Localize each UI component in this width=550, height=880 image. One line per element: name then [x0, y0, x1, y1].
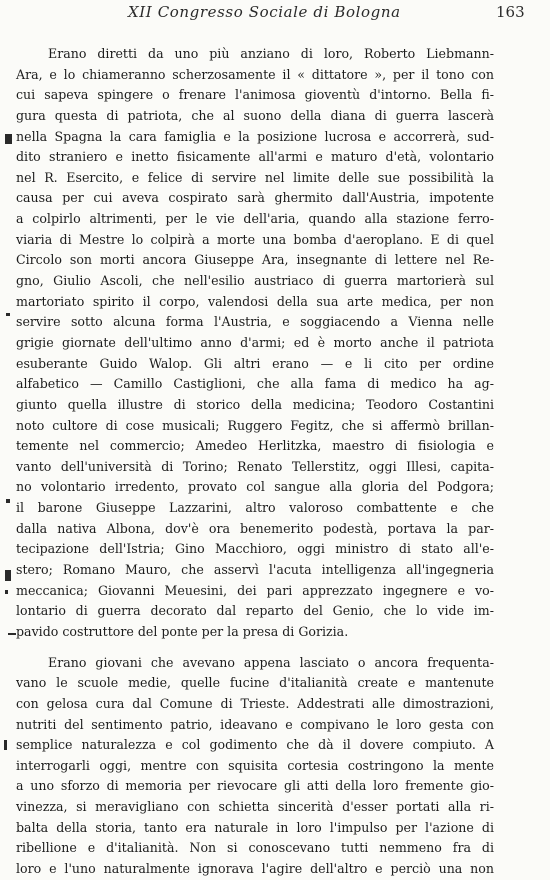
- text-line: il barone Giuseppe Lazzarini, altro valoroso combattente e che: [16, 500, 494, 516]
- text-line: interrogarli oggi, mentre con squisita cortesia costringono la mente: [16, 757, 494, 773]
- text-line: nella Spagna la cara famiglia e la posizione lucrosa e accorrerà, sud-: [16, 128, 494, 144]
- text-line: dito straniero e inetto fisicamente all'armi e maturo d'età, volontario: [16, 149, 494, 165]
- text-line: nel R. Esercito, e felice di servire nel limite delle sue possibilità la: [16, 169, 494, 185]
- paragraph: [16, 653, 494, 880]
- text-line: cui sapeva spingere o frenare l'animosa gioventù d'intorno. Bella fi-: [16, 87, 494, 103]
- text-line: noto cultore di cose musicali; Ruggero Fegitz, che si affermò brillan-: [16, 417, 494, 433]
- margin-mark: [8, 633, 16, 635]
- text-line: viaria di Mestre lo colpirà a morte una bomba d'aeroplano. E di quel: [16, 231, 494, 247]
- paragraph-gap: [16, 643, 494, 653]
- body-text: [16, 44, 494, 880]
- text-line: con gelosa cura dal Comune di Trieste. Addestrati alle dimostrazioni,: [16, 695, 494, 711]
- text-line: semplice naturalezza e col godimento che dà il dovere compiuto. A: [16, 737, 494, 753]
- text-line: vinezza, si meravigliano con schietta sincerità d'esser portati alla ri-: [16, 799, 494, 815]
- text-line: giunto quella illustre di storico della medicina; Teodoro Costantini: [16, 396, 494, 412]
- text-line: martoriato spirito il corpo, valendosi della sua arte medica, per non: [16, 293, 494, 309]
- text-line: no volontario irredento, provato col sangue alla gloria del Podgora;: [16, 479, 494, 495]
- text-line: a colpirlo altrimenti, per le vie dell'aria, quando alla stazione ferro-: [16, 211, 494, 227]
- text-line: ribellione e d'italianità. Non si conoscevano tutti nemmeno fra di: [16, 840, 494, 856]
- margin-mark: [5, 590, 8, 594]
- text-line: alfabetico — Camillo Castiglioni, che alla fama di medico ha ag-: [16, 376, 494, 392]
- text-line: gura questa di patriota, che al suono della diana di guerra lascerà: [16, 107, 494, 123]
- text-line: Ara, e lo chiameranno scherzosamente il « dittatore », per il tono con: [16, 66, 494, 82]
- text-line: temente nel commercio; Amedeo Herlitzka, maestro di fisiologia e: [16, 438, 494, 454]
- text-line: grigie giornate dell'ultimo anno d'armi; ed è morto anche il patriota: [16, 334, 494, 350]
- text-line: lontario di guerra decorato dal reparto del Genio, che lo vide im-: [16, 603, 494, 619]
- margin-mark: [5, 570, 11, 581]
- text-line: vanto dell'università di Torino; Renato Tellerstitz, oggi Illesi, capita-: [16, 458, 494, 474]
- margin-mark: [6, 313, 10, 316]
- text-line: gno, Giulio Ascoli, che nell'esilio austriaco di guerra martorierà sul: [16, 273, 494, 289]
- text-line: stero; Romano Mauro, che asservì l'acuta intelligenza all'ingegneria: [16, 562, 494, 578]
- text-line: a uno sforzo di memoria per rievocare gli atti della loro fremente gio-: [16, 778, 494, 794]
- paragraph: [16, 44, 494, 643]
- margin-mark: [6, 499, 10, 503]
- text-line: Erano giovani che avevano appena lasciato o ancora frequenta-: [48, 654, 494, 670]
- page-number: 163: [496, 3, 525, 21]
- text-line: causa per cui aveva cospirato sarà ghermito dall'Austria, impotente: [16, 190, 494, 206]
- text-line: Erano diretti da uno più anziano di loro, Roberto Liebmann-: [48, 46, 494, 61]
- text-line: vano le scuole medie, quelle fucine d'italianità create e mantenute: [16, 675, 494, 691]
- text-line: balta della storia, tanto era naturale in loro l'impulso per l'azione di: [16, 819, 494, 835]
- margin-mark: [4, 740, 7, 750]
- text-line: pavido costruttore del ponte per la presa di Gorizia.: [16, 623, 349, 639]
- text-line: dalla nativa Albona, dov'è ora benemerito podestà, portava la par-: [16, 520, 494, 536]
- text-line: meccanica; Giovanni Meuesini, dei pari apprezzato ingegnere e vo-: [16, 582, 494, 598]
- running-header: [0, 3, 550, 27]
- text-line: loro e l'uno naturalmente ignorava l'agire dell'altro e perciò una non: [16, 860, 494, 876]
- text-line: tecipazione dell'Istria; Gino Macchioro, oggi ministro di stato all'e-: [16, 541, 494, 557]
- text-line: esuberante Guido Walop. Gli altri erano — e li cito per ordine: [16, 355, 494, 371]
- text-line: Circolo son morti ancora Giuseppe Ara, insegnante di lettere nel Re-: [16, 252, 494, 268]
- running-title: XII Congresso Sociale di Bologna: [128, 3, 401, 21]
- text-line: nutriti del sentimento patrio, ideavano e compivano le loro gesta con: [16, 716, 494, 732]
- text-line: servire sotto alcuna forma l'Austria, e soggiacendo a Vienna nelle: [16, 314, 494, 330]
- margin-mark: [5, 134, 12, 144]
